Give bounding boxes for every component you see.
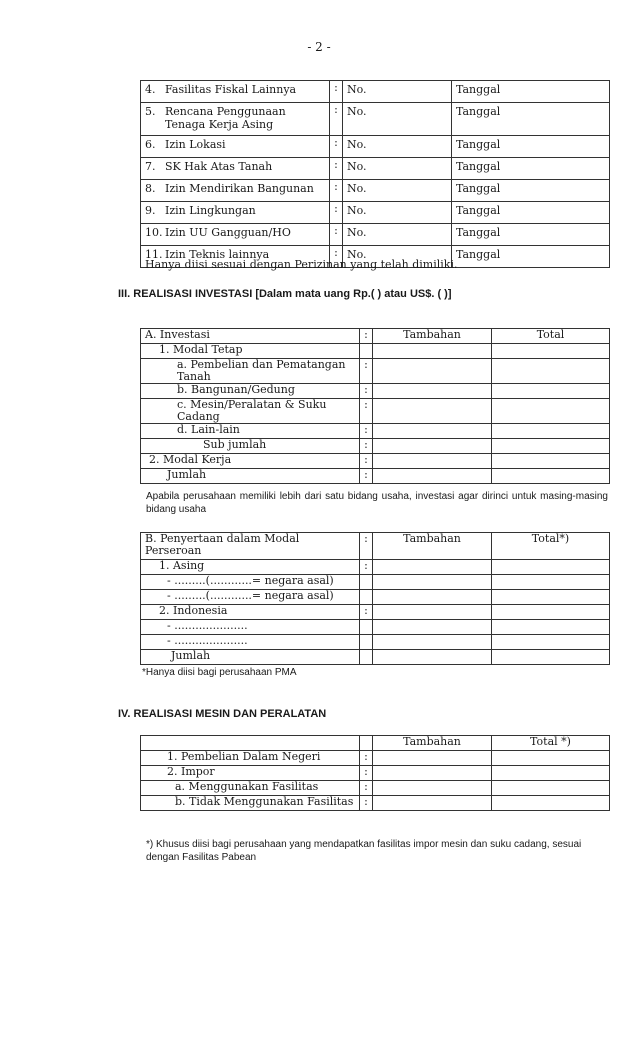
investment-row bbox=[141, 424, 610, 439]
page-number: - 2 - bbox=[307, 40, 331, 54]
permit-label: Izin UU Gangguan/HO bbox=[165, 226, 291, 239]
investment-row bbox=[141, 439, 610, 454]
investment-row-label: b. Bangunan/Gedung bbox=[141, 384, 360, 399]
permit-colon: : bbox=[330, 158, 343, 180]
investment-row bbox=[141, 454, 610, 469]
total-cell bbox=[492, 439, 610, 454]
permit-no-label: No. bbox=[343, 81, 452, 103]
investment-note: Apabila perusahaan memiliki lebih dari satu bidang usaha, investasi agar dirinci untuk masing-masing bidang usaha bbox=[146, 491, 608, 515]
machine-row bbox=[141, 796, 610, 811]
investment-table bbox=[140, 328, 610, 484]
additional-cell bbox=[373, 384, 492, 399]
machine-row-label: 2. Impor bbox=[141, 766, 360, 781]
section3-heading: III. REALISASI INVESTASI [Dalam mata uang Rp.( ) atau US$. ( )] bbox=[118, 288, 452, 300]
investment-label: A. Investasi bbox=[141, 329, 360, 344]
colon bbox=[360, 650, 373, 665]
permit-row bbox=[141, 180, 610, 202]
investment-header bbox=[141, 329, 610, 344]
permit-label: Izin Lingkungan bbox=[165, 204, 256, 217]
machine-row-label: 1. Pembelian Dalam Negeri bbox=[141, 751, 360, 766]
additional-cell bbox=[373, 469, 492, 484]
permit-colon: : bbox=[330, 136, 343, 158]
permit-date-label: Tanggal bbox=[452, 202, 610, 224]
section4-heading: IV. REALISASI MESIN DAN PERALATAN bbox=[118, 708, 327, 720]
permit-colon: : bbox=[330, 246, 343, 268]
equity-table bbox=[140, 532, 610, 665]
additional-cell bbox=[373, 766, 492, 781]
total-cell bbox=[492, 560, 610, 575]
colon: : bbox=[360, 399, 373, 424]
permit-row bbox=[141, 202, 610, 224]
permit-name bbox=[141, 136, 330, 158]
permit-row bbox=[141, 136, 610, 158]
total-cell bbox=[492, 344, 610, 359]
investment-row-label: d. Lain-lain bbox=[141, 424, 360, 439]
colon: : bbox=[360, 766, 373, 781]
permit-label: SK Hak Atas Tanah bbox=[165, 160, 273, 173]
investment-row-label: Sub jumlah bbox=[141, 439, 360, 454]
permit-name bbox=[141, 103, 330, 136]
permit-date-label: Tanggal bbox=[452, 180, 610, 202]
permit-label: Fasilitas Fiskal Lainnya bbox=[165, 83, 297, 96]
equity-label: B. Penyertaan dalam Modal Perseroan bbox=[141, 533, 360, 560]
colon: : bbox=[360, 359, 373, 384]
permit-number: 7. bbox=[145, 160, 156, 173]
permit-row bbox=[141, 103, 610, 136]
permit-number: 6. bbox=[145, 138, 156, 151]
colon: : bbox=[360, 424, 373, 439]
permit-number: 10. bbox=[145, 226, 163, 239]
permit-colon: : bbox=[330, 180, 343, 202]
equity-header bbox=[141, 533, 610, 560]
permit-colon: : bbox=[330, 103, 343, 136]
investment-row bbox=[141, 344, 610, 359]
equity-row-label: - .........(............= negara asal) bbox=[141, 575, 360, 590]
permit-name bbox=[141, 202, 330, 224]
total-cell bbox=[492, 766, 610, 781]
permit-row bbox=[141, 81, 610, 103]
permit-label: Izin Teknis lainnya bbox=[165, 248, 270, 261]
total-cell bbox=[492, 384, 610, 399]
permit-number: 8. bbox=[145, 182, 156, 195]
equity-row-label: - ..................... bbox=[141, 620, 360, 635]
equity-row bbox=[141, 605, 610, 620]
total-cell bbox=[492, 469, 610, 484]
permit-name bbox=[141, 224, 330, 246]
permit-number: 4. bbox=[145, 83, 156, 96]
colon: : bbox=[360, 533, 373, 560]
permit-name bbox=[141, 158, 330, 180]
total-cell bbox=[492, 590, 610, 605]
total-cell bbox=[492, 796, 610, 811]
investment-row-label: 1. Modal Tetap bbox=[141, 344, 360, 359]
additional-header: Tambahan bbox=[373, 736, 492, 751]
additional-cell bbox=[373, 344, 492, 359]
colon: : bbox=[360, 751, 373, 766]
total-header: Total bbox=[492, 329, 610, 344]
total-cell bbox=[492, 424, 610, 439]
equity-row-label: Jumlah bbox=[141, 650, 360, 665]
additional-cell bbox=[373, 635, 492, 650]
permit-name bbox=[141, 180, 330, 202]
equity-row bbox=[141, 560, 610, 575]
total-header: Total *) bbox=[492, 736, 610, 751]
colon bbox=[360, 736, 373, 751]
additional-cell bbox=[373, 359, 492, 384]
permit-date-label: Tanggal bbox=[452, 81, 610, 103]
total-cell bbox=[492, 781, 610, 796]
total-cell bbox=[492, 620, 610, 635]
permit-no-label: No. bbox=[343, 224, 452, 246]
equity-row bbox=[141, 620, 610, 635]
permit-date-label: Tanggal bbox=[452, 224, 610, 246]
additional-cell bbox=[373, 796, 492, 811]
total-cell bbox=[492, 359, 610, 384]
permit-colon: : bbox=[330, 81, 343, 103]
colon: : bbox=[360, 560, 373, 575]
permit-number: 11. bbox=[145, 248, 163, 261]
investment-row-label: 2. Modal Kerja bbox=[141, 454, 360, 469]
permit-row bbox=[141, 224, 610, 246]
machine-note: *) Khusus diisi bagi perusahaan yang mendapatkan fasilitas impor mesin dan suku cadang, sesuai dengan Fasilitas Pabean bbox=[146, 839, 582, 863]
equity-row-label: 2. Indonesia bbox=[141, 605, 360, 620]
machine-row bbox=[141, 781, 610, 796]
additional-cell bbox=[373, 575, 492, 590]
additional-cell bbox=[373, 399, 492, 424]
total-cell bbox=[492, 399, 610, 424]
permit-no-label: No. bbox=[343, 103, 452, 136]
additional-header: Tambahan bbox=[373, 533, 492, 560]
investment-row bbox=[141, 399, 610, 424]
investment-row-label: c. Mesin/Peralatan & Suku Cadang bbox=[141, 399, 360, 424]
colon bbox=[360, 590, 373, 605]
permit-date-label: Tanggal bbox=[452, 136, 610, 158]
permit-number: 5. bbox=[145, 105, 156, 118]
permits-table bbox=[140, 80, 610, 268]
colon bbox=[360, 344, 373, 359]
permit-date-label: Tanggal bbox=[452, 246, 610, 268]
equity-row bbox=[141, 635, 610, 650]
total-cell bbox=[492, 605, 610, 620]
investment-row bbox=[141, 384, 610, 399]
permit-date-label: Tanggal bbox=[452, 158, 610, 180]
colon bbox=[360, 635, 373, 650]
colon bbox=[360, 620, 373, 635]
colon: : bbox=[360, 796, 373, 811]
additional-cell bbox=[373, 560, 492, 575]
colon: : bbox=[360, 469, 373, 484]
machine-table bbox=[140, 735, 610, 811]
permit-number: 9. bbox=[145, 204, 156, 217]
permit-no-label: No. bbox=[343, 136, 452, 158]
permit-no-label: No. bbox=[343, 158, 452, 180]
additional-cell bbox=[373, 590, 492, 605]
permit-date-label: Tanggal bbox=[452, 103, 610, 136]
additional-cell bbox=[373, 605, 492, 620]
permit-no-label: No. bbox=[343, 202, 452, 224]
machine-row bbox=[141, 751, 610, 766]
colon: : bbox=[360, 454, 373, 469]
machine-row-label: a. Menggunakan Fasilitas bbox=[141, 781, 360, 796]
equity-row-label: 1. Asing bbox=[141, 560, 360, 575]
machine-header bbox=[141, 736, 610, 751]
additional-cell bbox=[373, 751, 492, 766]
total-cell bbox=[492, 751, 610, 766]
equity-row-label: - ..................... bbox=[141, 635, 360, 650]
investment-row-label: a. Pembelian dan Pematangan Tanah bbox=[141, 359, 360, 384]
additional-cell bbox=[373, 781, 492, 796]
permit-label: Rencana Penggunaan Tenaga Kerja Asing bbox=[165, 105, 286, 131]
colon: : bbox=[360, 384, 373, 399]
investment-row bbox=[141, 469, 610, 484]
permit-label: Izin Lokasi bbox=[165, 138, 226, 151]
total-header: Total*) bbox=[492, 533, 610, 560]
machine-row-label: b. Tidak Menggunakan Fasilitas bbox=[141, 796, 360, 811]
permit-no-label: No. bbox=[343, 246, 452, 268]
colon: : bbox=[360, 439, 373, 454]
permit-row bbox=[141, 158, 610, 180]
equity-row-label: - .........(............= negara asal) bbox=[141, 590, 360, 605]
additional-cell bbox=[373, 650, 492, 665]
investment-row-label: Jumlah bbox=[141, 469, 360, 484]
permit-colon: : bbox=[330, 224, 343, 246]
permit-label: Izin Mendirikan Bangunan bbox=[165, 182, 314, 195]
permit-no-label: No. bbox=[343, 180, 452, 202]
additional-cell bbox=[373, 439, 492, 454]
equity-row bbox=[141, 590, 610, 605]
additional-header: Tambahan bbox=[373, 329, 492, 344]
total-cell bbox=[492, 635, 610, 650]
permit-colon: : bbox=[330, 202, 343, 224]
machine-label bbox=[141, 736, 360, 751]
total-cell bbox=[492, 454, 610, 469]
total-cell bbox=[492, 575, 610, 590]
additional-cell bbox=[373, 454, 492, 469]
additional-cell bbox=[373, 424, 492, 439]
investment-row bbox=[141, 359, 610, 384]
equity-note: *Hanya diisi bagi perusahaan PMA bbox=[142, 667, 297, 678]
additional-cell bbox=[373, 620, 492, 635]
colon: : bbox=[360, 605, 373, 620]
permit-name bbox=[141, 81, 330, 103]
colon: : bbox=[360, 329, 373, 344]
total-cell bbox=[492, 650, 610, 665]
colon: : bbox=[360, 781, 373, 796]
equity-row bbox=[141, 650, 610, 665]
colon bbox=[360, 575, 373, 590]
equity-row bbox=[141, 575, 610, 590]
permit-note: Hanya diisi sesuai dengan Perizinan yang telah dimiliki. bbox=[145, 258, 458, 271]
machine-row bbox=[141, 766, 610, 781]
